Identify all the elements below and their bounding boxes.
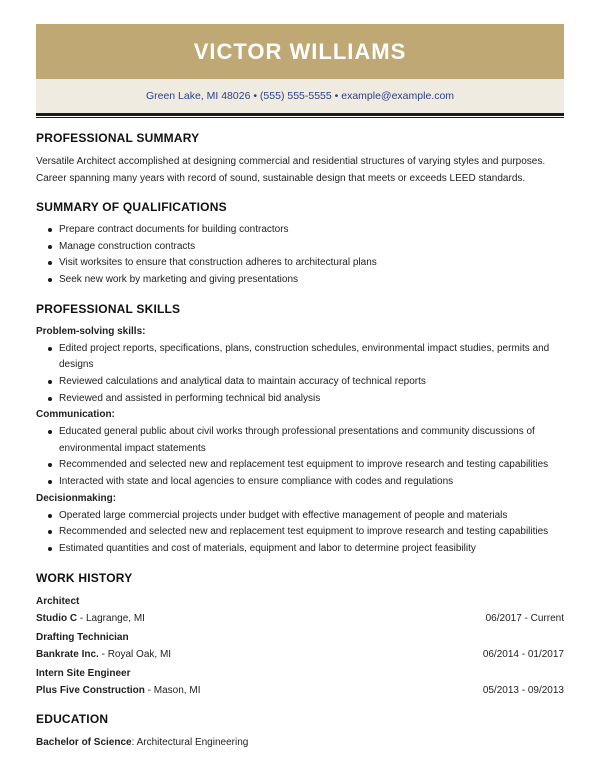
summary-section <box>36 131 564 187</box>
skill-group-list <box>36 508 564 558</box>
job-title: Intern Site Engineer <box>36 667 131 679</box>
skill-group-label: Communication: <box>36 409 115 421</box>
section-title: SUMMARY OF QUALIFICATIONS <box>36 200 227 214</box>
section-title: EDUCATION <box>36 711 109 726</box>
section-title: PROFESSIONAL SUMMARY <box>36 131 200 145</box>
job-row <box>36 646 564 663</box>
resume-header <box>36 24 564 79</box>
contact-info: Green Lake, MI 48026 • (555) 555-5555 • example@example.com <box>145 90 455 102</box>
job-title: Architect <box>36 595 80 607</box>
company-name: Studio C <box>36 612 78 624</box>
job-dates: 06/2017 - Current <box>485 612 564 624</box>
job-dates: 05/2013 - 09/2013 <box>482 684 564 696</box>
education-section <box>36 712 564 751</box>
candidate-name: VICTOR WILLIAMS <box>193 38 407 64</box>
job-row <box>36 682 564 699</box>
resume-body <box>36 131 564 764</box>
list-item: Edited project reports, specifications, plans, construction schedules, environmental impact studies, permits and designs <box>36 341 564 374</box>
list-item: Manage construction contracts <box>36 239 564 256</box>
company-name: Bankrate Inc. <box>36 648 99 660</box>
list-item: Estimated quantities and cost of materials, equipment and labor to determine project feasibility <box>36 541 564 558</box>
section-title: WORK HISTORY <box>36 570 133 585</box>
list-item: Recommended and selected new and replacement test equipment to improve research and testing capabilities <box>36 457 564 474</box>
list-item: Reviewed calculations and analytical data to maintain accuracy of technical reports <box>36 374 564 391</box>
list-item: Operated large commercial projects under budget with effective management of people and materials <box>36 508 564 525</box>
summary-text: Versatile Architect accomplished at designing commercial and residential structures of varying styles and purposes. Career spanning many years with record of sound, sustainable design that meets or exceeds LEED standards. <box>36 156 546 184</box>
job-dates: 06/2014 - 01/2017 <box>482 648 564 660</box>
skills-section <box>36 302 564 558</box>
degree: Bachelor of Science <box>36 736 132 748</box>
qualifications-section <box>36 200 564 289</box>
job-row <box>36 610 564 627</box>
job-title: Drafting Technician <box>36 631 129 643</box>
job-location: - Royal Oak, MI <box>98 648 172 660</box>
skill-group-list <box>36 341 564 408</box>
list-item: Seek new work by marketing and giving presentations <box>36 272 564 289</box>
contact-bar <box>36 79 564 113</box>
company-name: Plus Five Construction <box>36 684 145 696</box>
list-item: Prepare contract documents for building contractors <box>36 222 564 239</box>
header-divider-thick <box>36 113 564 116</box>
job-location: - Mason, MI <box>144 684 201 696</box>
work-history-section <box>36 571 564 699</box>
skill-group-label: Problem-solving skills: <box>36 325 146 337</box>
section-title: PROFESSIONAL SKILLS <box>36 301 181 316</box>
list-item: Reviewed and assisted in performing technical bid analysis <box>36 391 564 408</box>
list-item: Visit worksites to ensure that construction adheres to architectural plans <box>36 255 564 272</box>
job-location: - Lagrange, MI <box>77 612 145 624</box>
education-entry <box>36 734 564 751</box>
qualifications-list <box>36 222 564 289</box>
skill-group-label: Decisionmaking: <box>36 492 117 504</box>
list-item: Recommended and selected new and replacement test equipment to improve research and testing capabilities <box>36 524 564 541</box>
list-item: Educated general public about civil works through professional presentations and community discussions of environmental impact statements <box>36 424 564 457</box>
degree-field: : Architectural Engineering <box>131 736 249 748</box>
skill-group-list <box>36 424 564 491</box>
list-item: Interacted with state and local agencies to ensure compliance with codes and regulations <box>36 474 564 491</box>
header-divider-thin <box>36 117 564 118</box>
